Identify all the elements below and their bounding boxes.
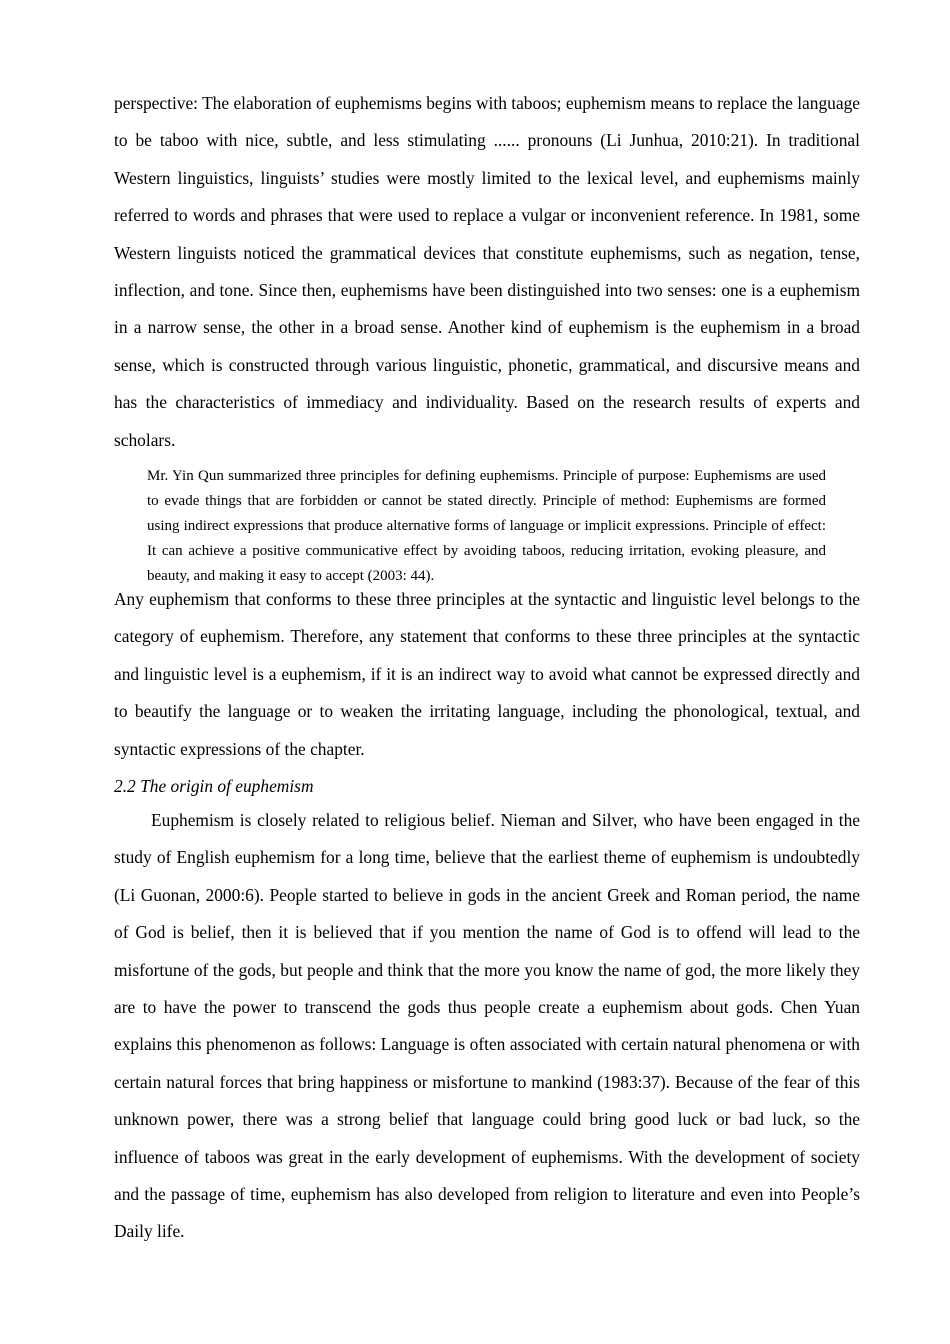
body-paragraph-2: Any euphemism that conforms to these three principles at the syntactic and linguistic level belongs to the category of euphemism. Therefore, any statement that conforms to these three principles at the syntactic and linguistic level is a euphemism, if it is an indirect way to avoid what cannot be expressed directly and to beautify the language or to weaken the irritating language, including the phonological, textual, and syntactic expressions of the chapter. (114, 589, 860, 759)
body-paragraph-1: perspective: The elaboration of euphemisms begins with taboos; euphemism means to replace the language to be taboo with nice, subtle, and less stimulating ...... pronouns (Li Junhua, 2010:21). In traditional Western linguistics, linguists’ studies were mostly limited to the lexical level, and euphemisms mainly referred to words and phrases that were used to replace a vulgar or inconvenient reference. In 1981, some Western linguists noticed the grammatical devices that constitute euphemisms, such as negation, tense, inflection, and tone. Since then, euphemisms have been distinguished into two senses: one is a euphemism in a narrow sense, the other in a broad sense. Another kind of euphemism is the euphemism in a broad sense, which is constructed through various linguistic, phonetic, grammatical, and discursive means and has the characteristics of immediacy and individuality. Based on the research results of experts and scholars. (114, 93, 860, 450)
body-paragraph-3: Euphemism is closely related to religious belief. Nieman and Silver, who have been engaged in the study of English euphemism for a long time, believe that the earliest theme of euphemism is undoubtedly (Li Guonan, 2000:6). People started to believe in gods in the ancient Greek and Roman period, the name of God is belief, then it is believed that if you mention the name of God is to offend will lead to the misfortune of the gods, but people and think that the more you know the name of god, the more likely they are to have the power to transcend the gods thus people create a euphemism about gods. Chen Yuan explains this phenomenon as follows: Language is often associated with certain natural phenomena or with certain natural forces that bring happiness or misfortune to mankind (1983:37). Because of the fear of this unknown power, there was a strong belief that language could bring good luck or bad luck, so the influence of taboos was great in the early development of euphemisms. With the development of society and the passage of time, euphemism has also developed from religion to literature and even into People’s Daily life. (114, 810, 860, 1242)
section-heading: 2.2 The origin of euphemism (114, 776, 314, 796)
block-quote: Mr. Yin Qun summarized three principles for defining euphemisms. Principle of purpose: Euphemisms are used to evade things that are forbidden or cannot be stated directly. Principle of method: Euphemisms are formed using indirect expressions that produce alternative forms of language or implicit expressions. Principle of effect: It can achieve a positive communicative effect by avoiding taboos, reducing irritation, evoking pleasure, and beauty, and making it easy to accept (2003: 44). (147, 468, 826, 584)
